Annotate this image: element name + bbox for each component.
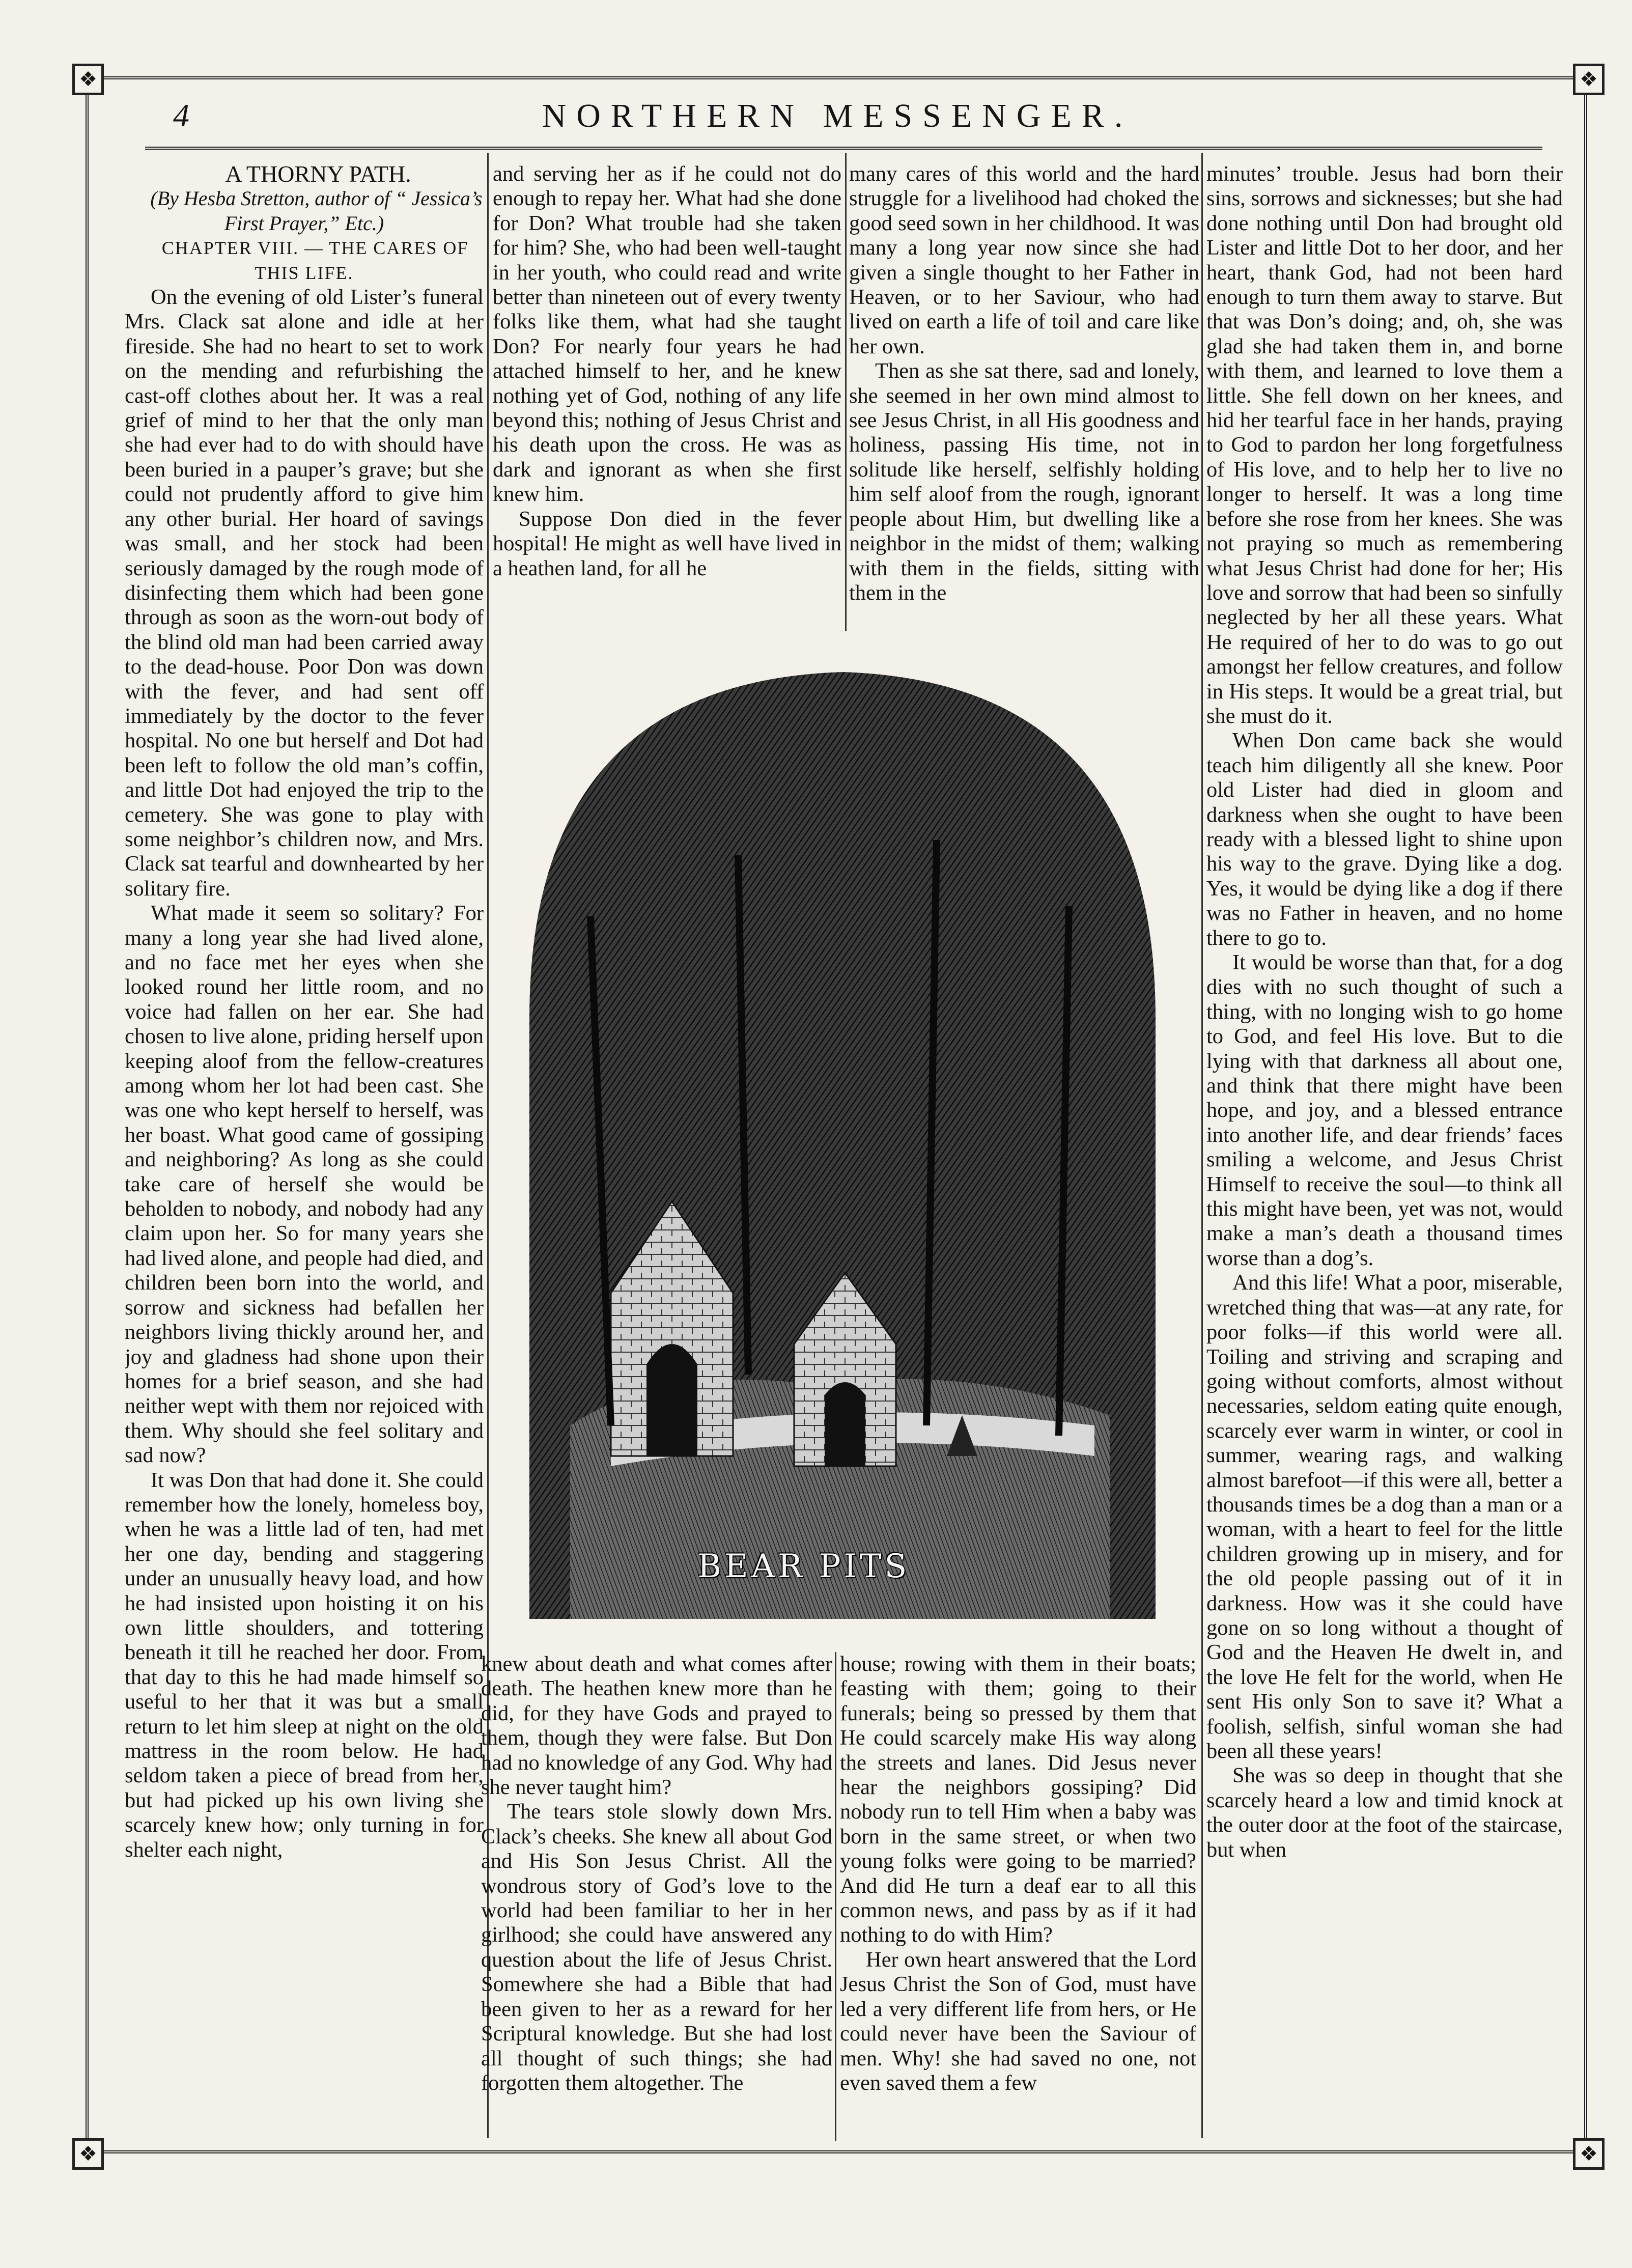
- illustration-caption: BEAR PITS: [697, 1548, 910, 1585]
- paragraph: minutes’ trouble. Jesus had born their sins, sorrows and sicknesses; but she had done nothing until Don had brought old Lister and little Dot to her door, and her heart, thank God, had not been hard enough to turn them away to starve. But that was Don’s doing; and, oh, she was glad she had taken them in, and borne with them, and learned to love them a little. She fell down on her knees, and hid her tearful face in her hands, praying to God to pardon her long forgetfulness of His love, and to help her to live no longer to herself. It was a long time before she rose from her knees. She was not praying so much as remembering what Jesus Christ had done for her; His love and sorrow that had been so sinfully neglected by her all these years. What He required of her to do was to go out amongst her fellow creatures, and follow in His steps. It would be a great trial, but she must do it.: [1206, 162, 1563, 728]
- paragraph: It was Don that had done it. She could remember how the lonely, homeless boy, when he was a little lad of ten, had met her one day, bending and staggering under an unusually heavy load, and how he had insisted upon hoisting it on his own little shoulders, and tottering beneath it till he reached her door. From that day to this he had made himself so useful to her that it was but a small return to let him sleep at night on the old mattress in the room below. He had seldom taken a piece of bread from her, but had picked up his own living she scarcely knew how; only turning in for shelter each night,: [125, 1468, 484, 1862]
- header-rule: [145, 147, 1542, 150]
- masthead: NORTHERN MESSENGER.: [542, 97, 1133, 134]
- paragraph: It would be worse than that, for a dog dies with no such thought of such a thing, with no longing wish to go home to God, and feel His love. But to die lying with that darkness all about one, and think that there might have been hope, and joy, and a blessed entrance into another life, and dear friends’ faces smiling a welcome, and Jesus Christ Himself to receive the soul—to think all this might have been, yet was not, would make a man’s death a thousand times worse than a dog’s.: [1206, 950, 1563, 1270]
- chapter-heading: CHAPTER VIII. — THE CARES OF THIS LIFE.: [161, 238, 469, 283]
- column-1: [125, 162, 484, 2137]
- column-3-bottom: [840, 1652, 1196, 2138]
- corner-ornament-bottom-right: ❖: [1573, 2138, 1605, 2170]
- corner-ornament-top-right: ❖: [1573, 64, 1605, 95]
- column-2-bottom: [481, 1652, 832, 2138]
- paragraph: The tears stole slowly down Mrs. Clack’s cheeks. She knew all about God and His Son Jesus Christ. All the wondrous story of God’s love to the world had been familiar to her in her girlhood; she could have answered any question about the life of Jesus Christ. Somewhere she had a Bible that had been given to her as a reward for her Scriptural knowledge. But she had lost all thought of such things; she had forgotten them altogether. The: [481, 1800, 832, 2095]
- paragraph: Her own heart answered that the Lord Jesus Christ the Son of God, must have led a very different life from hers, or He could never have been the Saviour of men. Why! she had saved no one, not even saved them a few: [840, 1947, 1196, 2095]
- column-2-top: [493, 162, 841, 640]
- paragraph: and serving her as if he could not do enough to repay her. What had she done for Don? What trouble had she taken for him? She, who had been well-taught in her youth, who could read and write better than nineteen out of every twenty folks like them, what had she taught Don? For nearly four years he had attached himself to her, and he knew nothing yet of God, nothing of any life beyond this; nothing of Jesus Christ and his death upon the cross. He was as dark and ignorant as when she first knew him.: [493, 162, 841, 507]
- paragraph: On the evening of old Lister’s funeral Mrs. Clack sat alone and idle at her fireside. She had no heart to set to work on the mending and refurbishing the cast-off clothes about her. It was a real grief of mind to her that the only man she had ever had to do with should have been buried in a pauper’s grave; but she could not prudently afford to give him any other burial. Her hoard of savings was small, and her stock had been seriously damaged by the rough mode of disinfecting them which had been gone through as soon as the worn-out body of the blind old man had been carried away to the dead-house. Poor Don was down with the fever, and had sent off immediately by the doctor to the fever hospital. No one but herself and Dot had been left to follow the old man’s coffin, and little Dot had enjoyed the trip to the cemetery. She was gone to play with some neighbor’s children now, and Mrs. Clack sat tearful and downhearted by her solitary fire.: [125, 285, 484, 901]
- paragraph: many cares of this world and the hard struggle for a livelihood had choked the good seed sown in her childhood. It was many a long year now since she had given a single thought to her Father in Heaven, or to her Saviour, who had lived on earth a life of toil and care like her own.: [849, 162, 1199, 358]
- story-byline: (By Hesba Stretton, author of “ Jessica’s First Prayer,” Etc.): [150, 187, 483, 235]
- column-divider: [845, 153, 847, 631]
- page-header: [117, 97, 1558, 143]
- column-divider: [1201, 153, 1203, 2138]
- paragraph: Then as she sat there, sad and lonely, she seemed in her own mind almost to see Jesus Christ, in all His goodness and holiness, passing His time, not in solitude like herself, selfishly holding him self aloof from the rough, ignorant people about Him, but dwelling like a neighbor in the midst of them; walking with them in the fields, sitting with them in the: [849, 359, 1199, 605]
- column-divider: [835, 1652, 836, 2141]
- paragraph: Suppose Don died in the fever hospital! He might as well have lived in a heathen land, for all he: [493, 507, 841, 580]
- paragraph: She was so deep in thought that she scarcely heard a low and timid knock at the outer door at the foot of the staircase, but when: [1206, 1763, 1563, 1862]
- column-4: [1206, 162, 1563, 2137]
- corner-ornament-top-left: ❖: [72, 64, 104, 95]
- column-3-top: [849, 162, 1199, 640]
- page-number: 4: [173, 97, 189, 133]
- story-title: A THORNY PATH.: [225, 162, 411, 187]
- paragraph: house; rowing with them in their boats; feasting with them; going to their funerals; being so pressed by them that He could scarcely make His way along the streets and lanes. Did Jesus never hear the neighbors gossiping? Did nobody run to tell Him when a baby was born in the same street, or when two young folks were going to be married? And did He turn a deaf ear to all this common news, and pass by as if it had nothing to do with Him?: [840, 1652, 1196, 1947]
- paragraph: knew about death and what comes after death. The heathen knew more than he did, for they have Gods and prayed to them, though they were false. But Don had no knowledge of any God. Why had she never taught him?: [481, 1652, 832, 1800]
- paragraph: When Don came back she would teach him diligently all she knew. Poor old Lister had died in gloom and darkness when she ought to have been ready with a blessed light to shine upon his way to the grave. Dying like a dog. Yes, it would be dying like a dog if there was no Father in heaven, and no home there to go to.: [1206, 729, 1563, 950]
- corner-ornament-bottom-left: ❖: [72, 2138, 104, 2170]
- bear-pits-illustration: [509, 662, 1176, 1619]
- paragraph: And this life! What a poor, miserable, wretched thing that was—at any rate, for poor folks—if this world were all. Toiling and striving and scraping and going without comforts, almost without necessaries, seldom eating quite enough, scarcely ever warm in winter, or cool in summer, wearing rags, and walking almost barefoot—if this were all, better a thousands times be a dog than a man or a woman, with a heart to feel for the little children growing up in misery, and for the old people passing out of it in darkness. How was it she could have gone on so long without a thought of God and the Heaven He dwelt in, and the love He felt for the world, when He sent His only Son to save it? What a foolish, selfish, sinful woman she had been all these years!: [1206, 1271, 1563, 1763]
- paragraph: What made it seem so solitary? For many a long year she had lived alone, and no face met her eyes when she looked round her little room, and no voice had fallen on her ear. She had chosen to live alone, priding herself upon keeping aloof from the fellow-creatures among whom her lot had been cast. She was one who kept herself to herself, was her boast. What good came of gossiping and neighboring? As long as she could take care of herself she would be beholden to nobody, and nobody had any claim upon her. So for many years she had lived alone, and people had died, and children been born into the world, and sorrow and sickness had befallen her neighbors living thickly around her, and joy and gladness had shone upon their homes for a brief season, and she had neither wept with them nor rejoiced with them. Why should she feel solitary and sad now?: [125, 901, 484, 1468]
